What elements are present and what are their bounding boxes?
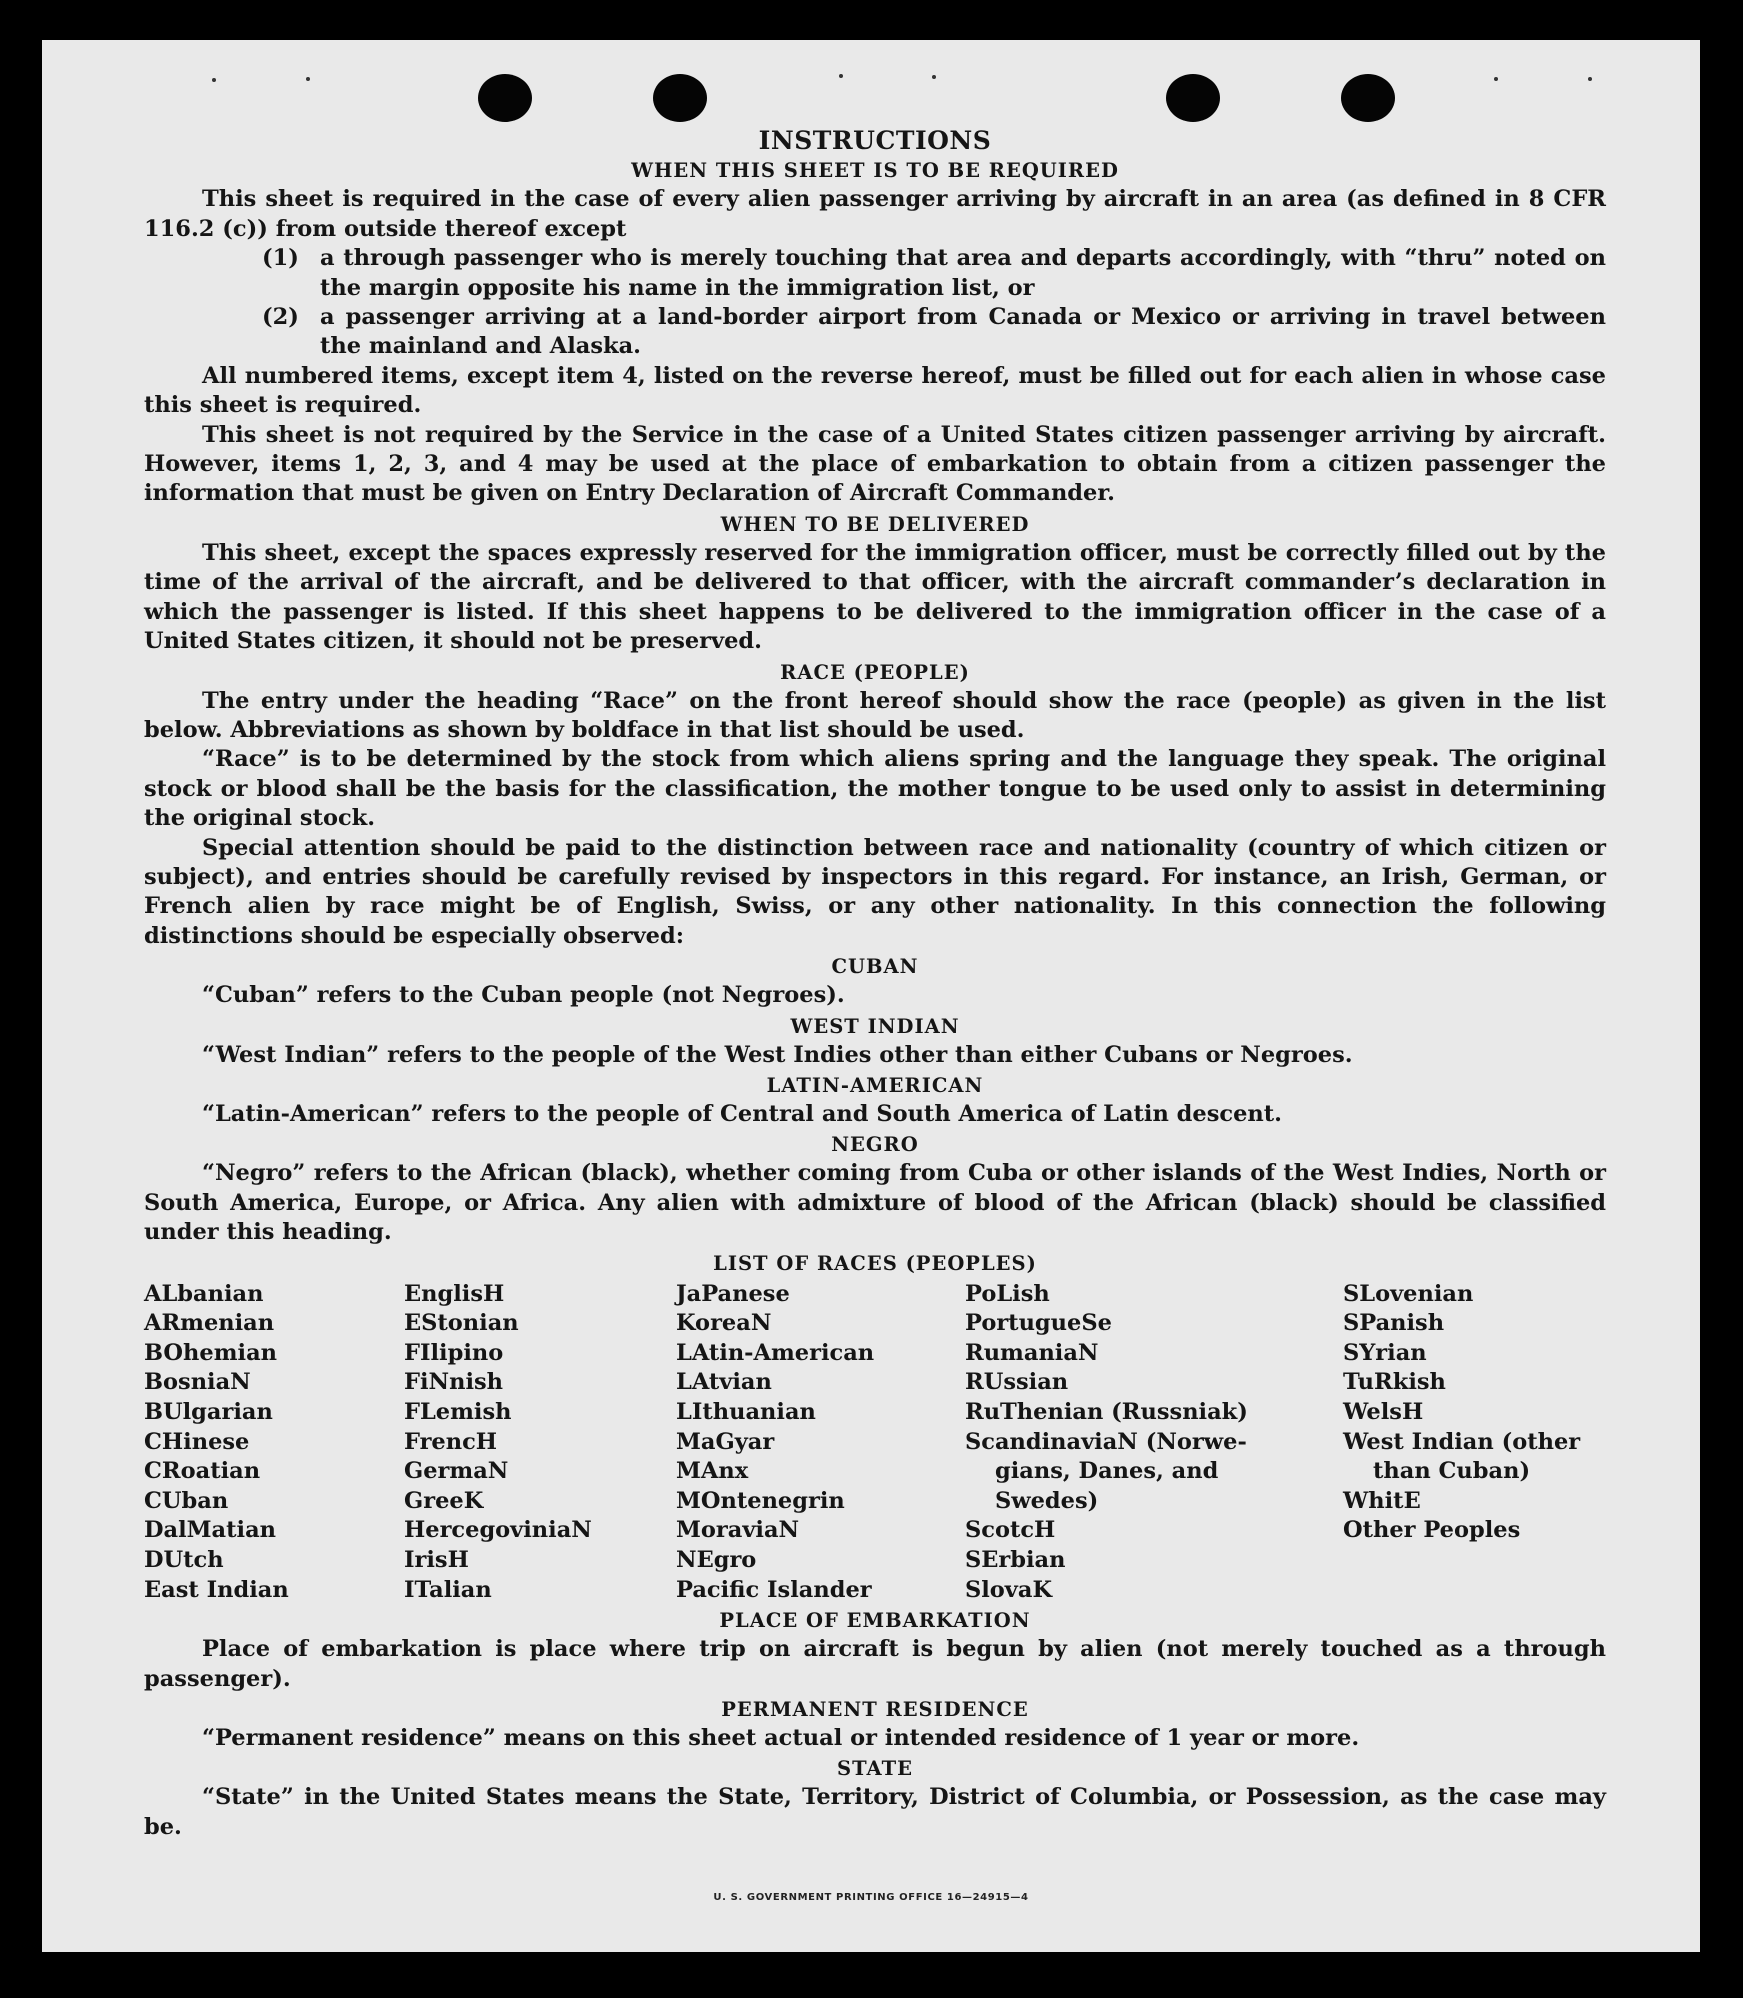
speck <box>1588 77 1592 81</box>
paragraph: “West Indian” refers to the people of the West Indies other than either Cubans or Negroes. <box>202 1041 1353 1068</box>
item-text: a through passenger who is merely touching that area and departs accordingly, with “thru” noted on the margin opposite his name in the immigration list, or <box>320 245 1606 301</box>
punch-hole <box>1341 74 1395 122</box>
race-entry: RumaniaN <box>965 1339 1099 1366</box>
race-entry: LIthuanian <box>676 1398 816 1425</box>
heading-latin-american: LATIN-AMERICAN <box>766 1073 984 1097</box>
speck <box>839 74 843 78</box>
list-item <box>144 303 1606 362</box>
heading-race: RACE (PEOPLE) <box>780 660 970 684</box>
speck <box>932 75 936 79</box>
race-entry: FLemish <box>404 1398 512 1425</box>
race-entry-continued: gians, Danes, and <box>995 1458 1219 1485</box>
race-entry: BUlgarian <box>144 1398 273 1425</box>
heading-when-delivered: WHEN TO BE DELIVERED <box>720 512 1030 536</box>
race-entry: GermaN <box>404 1458 509 1485</box>
race-entry: PortugueSe <box>965 1310 1112 1337</box>
race-entry: EStonian <box>404 1310 519 1337</box>
heading-state: STATE <box>837 1757 913 1781</box>
speck <box>212 78 216 82</box>
race-entry: MaGyar <box>676 1428 775 1455</box>
document-page <box>42 40 1700 1952</box>
race-entry: Other Peoples <box>1343 1517 1521 1544</box>
paragraph: “State” in the United States means the State, Territory, District of Columbia, or Possession, as the case may be. <box>144 1784 1606 1840</box>
races-list <box>144 1280 1606 1606</box>
paragraph: This sheet is not required by the Service in the case of a United States citizen passenger arriving by aircraft. However, items 1, 2, 3, and 4 may be used at the place of embarkation to obtain from a citizen passenger the information that must be given on Entry Declaration of Aircraft Commander. <box>144 421 1606 507</box>
race-entry: PoLish <box>965 1280 1050 1307</box>
race-entry: SLovenian <box>1343 1280 1474 1307</box>
paragraph: “Cuban” refers to the Cuban people (not Negroes). <box>202 982 845 1009</box>
race-entry: RUssian <box>965 1369 1069 1396</box>
race-entry: TuRkish <box>1343 1369 1446 1396</box>
race-entry: FIlipino <box>404 1339 504 1366</box>
paragraph: “Race” is to be determined by the stock from which aliens spring and the language they speak. The original stock or blood shall be the basis for the classification, the mother tongue to be used only to assist in determining the original stock. <box>144 746 1606 832</box>
item-text: a passenger arriving at a land-border airport from Canada or Mexico or arriving in travel between the mainland and Alaska. <box>320 304 1606 360</box>
paragraph: Special attention should be paid to the distinction between race and nationality (country of which citizen or subject), and entries should be carefully revised by inspectors in this regard. For instance, an Irish, German, or French alien by race might be of English, Swiss, or any other nationality. In this connection the following distinctions should be especially observed: <box>144 834 1606 949</box>
heading-when-required: WHEN THIS SHEET IS TO BE REQUIRED <box>631 159 1119 183</box>
race-entry: CHinese <box>144 1428 250 1455</box>
item-number: (1) <box>262 245 299 272</box>
heading-place-of-embarkation: PLACE OF EMBARKATION <box>719 1609 1031 1633</box>
paragraph: The entry under the heading “Race” on the front hereof should show the race (people) as given in the list below. Abbreviations as shown by boldface in that list should be used. <box>144 687 1606 743</box>
race-entry: CUban <box>144 1487 229 1514</box>
race-entry: WhitE <box>1343 1487 1421 1514</box>
race-entry: LAtvian <box>676 1369 772 1396</box>
paragraph: “Latin-American” refers to the people of Central and South America of Latin descent. <box>202 1100 1282 1127</box>
printer-imprint: U. S. GOVERNMENT PRINTING OFFICE 16—24915—4 <box>713 1892 1029 1903</box>
race-entry: BosniaN <box>144 1369 251 1396</box>
races-column-1 <box>144 1280 404 1606</box>
heading-permanent-residence: PERMANENT RESIDENCE <box>721 1697 1029 1721</box>
heading-cuban: CUBAN <box>831 955 919 979</box>
heading-negro: NEGRO <box>831 1133 919 1157</box>
paragraph: All numbered items, except item 4, listed on the reverse hereof, must be filled out for each alien in whose case this sheet is required. <box>144 362 1606 419</box>
race-entry: ITalian <box>404 1576 492 1603</box>
race-entry: MOntenegrin <box>676 1487 845 1514</box>
race-entry: SYrian <box>1343 1339 1427 1366</box>
speck <box>306 77 310 81</box>
item-number: (2) <box>262 304 299 331</box>
race-entry: DalMatian <box>144 1517 277 1544</box>
race-entry: FrencH <box>404 1428 498 1455</box>
race-entry: ScandinaviaN (Norwe- <box>965 1428 1247 1455</box>
paragraph: Place of embarkation is place where trip on aircraft is begun by alien (not merely touched as a through passenger). <box>144 1636 1606 1692</box>
race-entry: Pacific Islander <box>676 1576 872 1603</box>
race-entry: DUtch <box>144 1546 224 1573</box>
race-entry: MoraviaN <box>676 1517 800 1544</box>
list-item <box>144 244 1606 303</box>
race-entry: KoreaN <box>676 1310 772 1337</box>
race-entry: ARmenian <box>144 1310 275 1337</box>
race-entry: WelsH <box>1343 1398 1424 1425</box>
paragraph: “Negro” refers to the African (black), whether coming from Cuba or other islands of the West Indies, North or South America, Europe, or Africa. Any alien with admixture of blood of the African (black) should be classified under this heading. <box>144 1160 1606 1246</box>
race-entry: East Indian <box>144 1576 289 1603</box>
heading-west-indian: WEST INDIAN <box>790 1014 960 1038</box>
punch-hole <box>653 74 707 122</box>
paragraph: “Permanent residence” means on this sheet actual or intended residence of 1 year or more. <box>202 1724 1360 1751</box>
race-entry-continued: Swedes) <box>995 1487 1099 1514</box>
race-entry: EnglisH <box>404 1280 505 1307</box>
race-entry: NEgro <box>676 1546 757 1573</box>
heading-list-of-races: LIST OF RACES (PEOPLES) <box>713 1251 1037 1275</box>
speck <box>1494 77 1498 81</box>
races-column-5 <box>1343 1280 1606 1606</box>
race-entry: ALbanian <box>144 1280 264 1307</box>
races-column-4 <box>965 1280 1343 1606</box>
race-entry: HercegoviniaN <box>404 1517 592 1544</box>
race-entry-continued: than Cuban) <box>1373 1458 1531 1485</box>
race-entry: SErbian <box>965 1546 1066 1573</box>
race-entry: RuThenian (Russniak) <box>965 1398 1248 1425</box>
punch-hole <box>478 74 532 122</box>
race-entry: SlovaK <box>965 1576 1053 1603</box>
punch-hole <box>1166 74 1220 122</box>
race-entry: FiNnish <box>404 1369 504 1396</box>
paragraph: This sheet is required in the case of every alien passenger arriving by aircraft in an area (as defined in 8 CFR 116.2 (c)) from outside thereof except <box>144 186 1606 242</box>
page-title: INSTRUCTIONS <box>758 126 992 155</box>
race-entry: ScotcH <box>965 1517 1056 1544</box>
race-entry: CRoatian <box>144 1458 261 1485</box>
instructions-body <box>144 126 1606 1842</box>
races-column-2 <box>404 1280 676 1606</box>
race-entry: BOhemian <box>144 1339 278 1366</box>
race-entry: MAnx <box>676 1458 749 1485</box>
race-entry: LAtin-American <box>676 1339 875 1366</box>
race-entry: GreeK <box>404 1487 484 1514</box>
race-entry: JaPanese <box>676 1280 790 1307</box>
paragraph: This sheet, except the spaces expressly reserved for the immigration officer, must be correctly filled out by the time of the arrival of the aircraft, and be delivered to that officer, with the aircraft commander’s declaration in which the passenger is listed. If this sheet happens to be delivered to the immigration officer in the case of a United States citizen, it should not be preserved. <box>144 539 1606 655</box>
race-entry: IrisH <box>404 1546 469 1573</box>
races-column-3 <box>676 1280 965 1606</box>
race-entry: SPanish <box>1343 1310 1445 1337</box>
race-entry: West Indian (other <box>1343 1428 1581 1455</box>
